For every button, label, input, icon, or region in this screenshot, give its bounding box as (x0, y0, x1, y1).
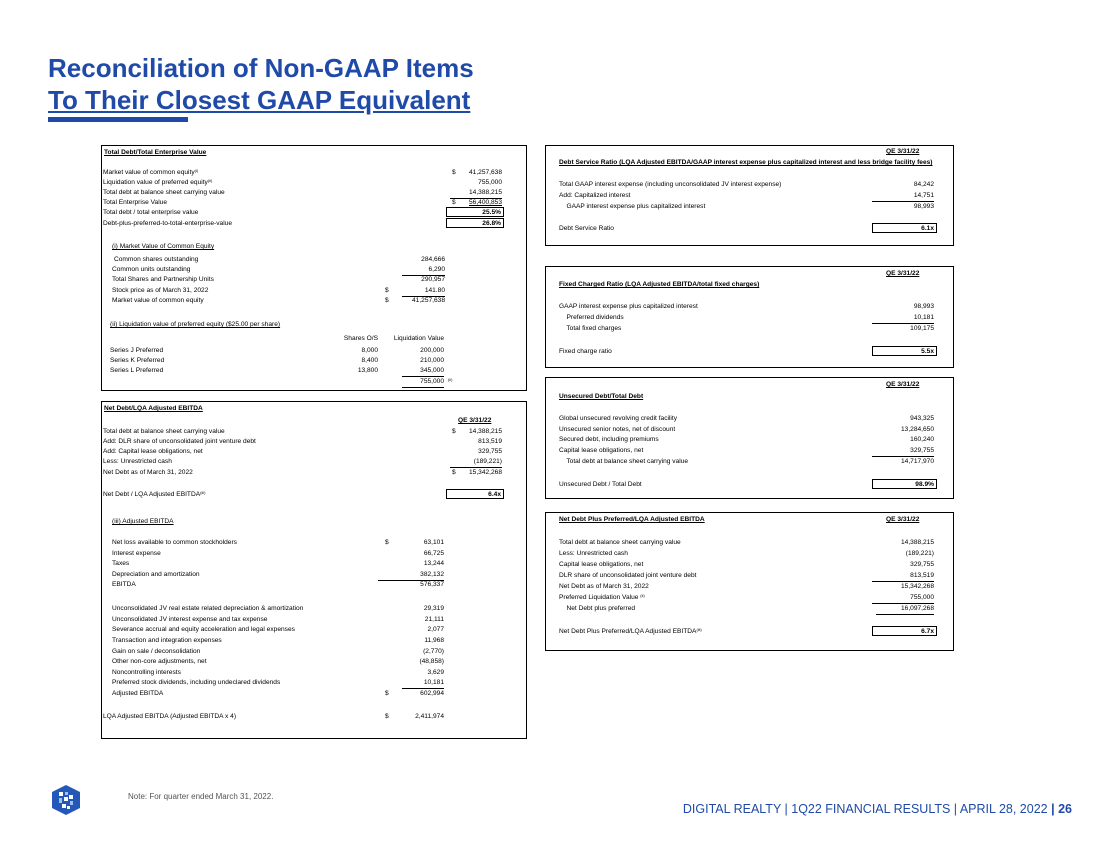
table-row: Preferred stock dividends, including undeclared dividends 10,181 (102, 678, 526, 688)
table-row: Other non-core adjustments, net (48,858) (112, 658, 444, 665)
net-debt-lqa-ebitda-table (101, 401, 527, 739)
table-row: Total debt at balance sheet carrying value 14,717,970 (561, 458, 934, 465)
table-row: Series K Preferred 8,400 210,000 (110, 357, 444, 364)
section-heading: Fixed Charged Ratio (LQA Adjusted EBITDA/total fixed charges) (559, 281, 760, 288)
subsection-heading: (ii) Liquidation value of preferred equity ($25.00 per share) (110, 321, 281, 328)
table-row: Preferred dividends 10,181 (546, 313, 953, 323)
table-row: Capital lease obligations, net 329,755 (546, 446, 953, 456)
subsection-heading: (iii) Adjusted EBITDA (112, 518, 174, 525)
fixed-charge-ratio-table (545, 266, 954, 368)
table-row: Total debt at balance sheet carrying value 14,388,215 (559, 539, 934, 546)
table-row: GAAP interest expense plus capitalized interest 98,993 (561, 203, 934, 210)
table-row: Debt-plus-preferred-to-total-enterprise-value (103, 220, 232, 227)
section-heading: Total Debt/Total Enterprise Value (104, 149, 207, 156)
table-row: Secured debt, including premiums 160,240 (559, 436, 934, 443)
table-row: Unconsolidated JV interest expense and tax expense 21,111 (112, 616, 444, 623)
table-row: Interest expense 66,725 (112, 550, 444, 557)
table-row: Add: Capitalized interest 14,751 (546, 191, 953, 201)
section-heading: Unsecured Debt/Total Debt (559, 393, 644, 400)
table-row: Net Debt as of March 31, 2022 $ 15,342,268 (103, 469, 502, 476)
table-row: Add: DLR share of unconsolidated joint venture debt 813,519 (103, 438, 502, 445)
table-row: Net Debt as of March 31, 2022 15,342,268 (559, 583, 934, 590)
table-row: Add: Capital lease obligations, net 329,755 (103, 448, 502, 455)
table-row: 755,000 (ii) (102, 377, 526, 387)
footer-note: Note: For quarter ended March 31, 2022. (128, 792, 274, 801)
table-row: Unsecured Debt / Total Debt (559, 481, 642, 488)
table-row: EBITDA 576,337 (112, 581, 444, 588)
subsection-heading: (i) Market Value of Common Equity (112, 243, 215, 250)
table-row: Common units outstanding 6,290 (102, 265, 526, 275)
table-row: Transaction and integration expenses 11,968 (112, 637, 444, 644)
table-row: Global unsecured revolving credit facility 943,325 (559, 415, 934, 422)
table-row: Total fixed charges 109,175 (561, 325, 934, 332)
table-row: Net Debt Plus Preferred/LQA Adjusted EBITDA$^{(iii)}$ (559, 627, 702, 635)
net-debt-plus-preferred-ratio-value: 6.7x (872, 626, 937, 636)
table-row: Adjusted EBITDA $ 602,994 (112, 690, 444, 697)
footer-text: DIGITAL REALTY | 1Q22 FINANCIAL RESULTS | APRIL 28, 2022 (682, 802, 1048, 816)
table-row: Net Debt plus preferred 16,097,268 (546, 604, 953, 614)
table-row: Common shares outstanding 284,666 (114, 256, 445, 263)
table-row: Liquidation value of preferred equity$^{(ii)}$ 755,000 (103, 178, 502, 186)
table-row: Taxes 13,244 (112, 560, 444, 567)
table-row: Depreciation and amortization 382,132 (102, 570, 526, 580)
table-row: Total Enterprise Value $ 56,400,853 (103, 199, 502, 206)
table-row: GAAP interest expense plus capitalized interest 98,993 (559, 303, 934, 310)
table-row: Total Shares and Partnership Units 290,957 (112, 276, 445, 283)
total-debt-enterprise-value-table (101, 145, 527, 391)
table-row: Total GAAP interest expense (including unconsolidated JV interest expense) 84,242 (559, 181, 934, 188)
section-heading: Net Debt Plus Preferred/LQA Adjusted EBITDA (559, 516, 705, 523)
net-debt-plus-preferred-table (545, 512, 954, 651)
table-row: Less: Unrestricted cash (189,221) (102, 457, 526, 467)
period-header: QE 3/31/22 (886, 381, 920, 388)
debt-service-ratio-value: 6.1x (872, 223, 937, 233)
table-row: Series J Preferred 8,000 200,000 (110, 347, 444, 354)
page-number: 26 (1058, 802, 1072, 816)
period-header: QE 3/31/22 (886, 270, 920, 277)
unsecured-debt-ratio-value: 98.9% (872, 479, 937, 489)
table-row: Total debt / total enterprise value (103, 209, 199, 216)
table-row: Series L Preferred 13,800 345,000 (102, 366, 526, 376)
table-row: Gain on sale / deconsolidation (2,770) (112, 648, 444, 655)
section-heading: Net Debt/LQA Adjusted EBITDA (104, 405, 203, 412)
unsecured-debt-total-debt-table (545, 377, 954, 499)
table-row: Severance accrual and equity acceleration and legal expenses 2,077 (112, 626, 444, 633)
net-debt-ebitda-ratio: 6.4x (446, 489, 504, 499)
table-row: Total debt at balance sheet carrying value $ 14,388,215 (103, 428, 502, 435)
table-row: Unsecured senior notes, net of discount 13,284,650 (559, 426, 934, 433)
digital-realty-logo-icon (50, 784, 82, 816)
debt-plus-preferred-ratio: 26.8% (446, 218, 504, 228)
table-row: Less: Unrestricted cash (189,221) (559, 550, 934, 557)
table-row: Market value of common equity$^{(i)}$ $ 41,257,638 (103, 168, 502, 176)
table-row: Unconsolidated JV real estate related depreciation & amortization 29,319 (112, 605, 444, 612)
table-row: Total debt at balance sheet carrying value 14,388,215 (102, 188, 526, 198)
table-row: Market value of common equity $ 41,257,638 (112, 297, 445, 304)
table-row: LQA Adjusted EBITDA (Adjusted EBITDA x 4) $ 2,411,974 (103, 713, 444, 720)
table-row: Noncontrolling interests 3,629 (112, 669, 444, 676)
table-row: Debt Service Ratio (559, 225, 614, 232)
title-accent-bar (48, 117, 188, 122)
table-row: Net Debt / LQA Adjusted EBITDA$^{(iii)}$ (103, 490, 206, 498)
table-row: Capital lease obligations, net 329,755 (559, 561, 934, 568)
page-title (48, 52, 474, 116)
table-row: Preferred Liquidation Value $^{(ii)}$ 755,000 (546, 593, 953, 603)
debt-service-ratio-table (545, 145, 954, 246)
period-header: QE 3/31/22 (886, 516, 920, 523)
table-row: DLR share of unconsolidated joint venture debt 813,519 (546, 571, 953, 581)
table-row: Stock price as of March 31, 2022 $ 141.80 (102, 286, 526, 296)
section-heading: Debt Service Ratio (LQA Adjusted EBITDA/GAAP interest expense plus capitalized interest and less bridge facility fees) (559, 159, 933, 166)
title-line-2: To Their Closest GAAP Equivalent (48, 85, 471, 115)
table-header-row: Shares O/S Liquidation Value (343, 335, 444, 342)
title-line-1: Reconciliation of Non-GAAP Items (48, 53, 474, 83)
footer-company-info: DIGITAL REALTY | 1Q22 FINANCIAL RESULTS | APRIL 28, 2022 | 26 (682, 802, 1072, 816)
fixed-charge-ratio-value: 5.5x (872, 346, 937, 356)
period-header: QE 3/31/22 (458, 417, 492, 424)
period-header: QE 3/31/22 (886, 148, 920, 155)
table-row: Fixed charge ratio (559, 348, 612, 355)
table-row: Net loss available to common stockholders $ 63,101 (112, 539, 444, 546)
debt-to-tev-ratio: 25.5% (446, 207, 504, 217)
